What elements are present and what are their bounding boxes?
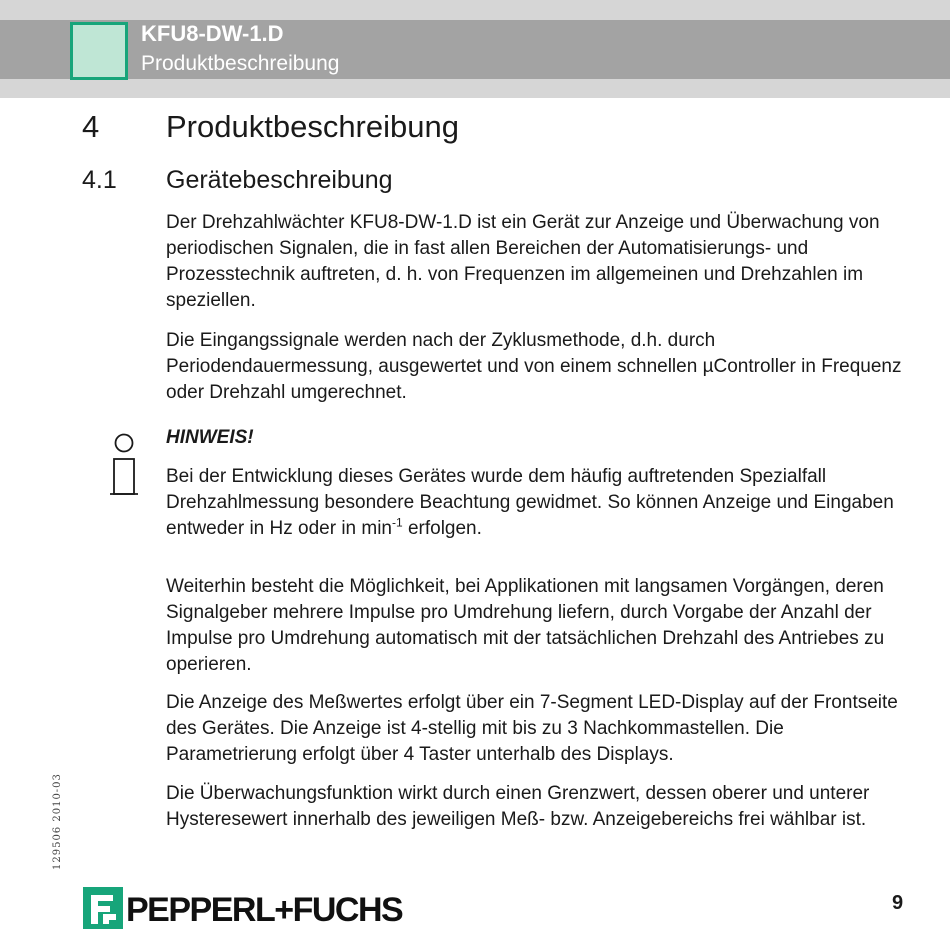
brand-name: PEPPERL+FUCHS bbox=[126, 891, 403, 929]
document-code: 129506 2010-03 bbox=[52, 773, 63, 870]
page-number: 9 bbox=[892, 892, 904, 914]
header-top-strip bbox=[0, 0, 950, 20]
note-label: HINWEIS! bbox=[166, 427, 254, 448]
section-number: 4 bbox=[82, 109, 100, 144]
paragraph-device-description: Der Drehzahlwächter KFU8-DW-1.D ist ein Gerät zur Anzeige und Überwachung von periodischen Signalen, die in fast allen Bereichen der Automatisierungs- und Prozesstechnik auftreten, d. h. von Frequenzen im allgemeinen und Drehzahlen im speziellen. bbox=[166, 212, 880, 311]
note-text-main: Bei der Entwicklung dieses Gerätes wurde dem häufig auftretenden Spezialfall Drehzahlmessung besondere Beachtung gewidmet. So können Anzeige und Eingaben entweder in Hz oder in min bbox=[166, 466, 894, 539]
paragraph-monitoring: Die Überwachungsfunktion wirkt durch einen Grenzwert, dessen oberer und unterer Hysteresewert innerhalb des jeweiligen Meß- bzw. Anzeigebereichs frei wählbar ist. bbox=[166, 783, 870, 830]
header-bottom-strip bbox=[0, 79, 950, 98]
note-text-end: erfolgen. bbox=[402, 518, 482, 539]
subsection-title: Gerätebeschreibung bbox=[166, 166, 393, 194]
pepperl-fuchs-logo-icon bbox=[83, 887, 123, 929]
header-subtitle: Produktbeschreibung bbox=[141, 52, 340, 75]
note-superscript: -1 bbox=[392, 515, 403, 530]
header-title: KFU8-DW-1.D bbox=[141, 21, 284, 46]
subsection-number: 4.1 bbox=[82, 166, 117, 194]
header-color-box bbox=[70, 22, 128, 80]
section-title: Produktbeschreibung bbox=[166, 109, 459, 144]
paragraph-input-signals: Die Eingangssignale werden nach der Zyklusmethode, d.h. durch Periodendauermessung, ausgewertet und von einem schnellen µController in Frequenz oder Drehzahl umgerechnet. bbox=[166, 330, 902, 403]
paragraph-pulses: Weiterhin besteht die Möglichkeit, bei Applikationen mit langsamen Vorgängen, deren Signalgeber mehrere Impulse pro Umdrehung liefern, durch Vorgabe der Anzahl der Impulse pro Umdrehung automatisch mit der tatsächlichen Drehzahl des Antriebes zu operieren. bbox=[166, 576, 885, 675]
paragraph-display: Die Anzeige des Meßwertes erfolgt über ein 7-Segment LED-Display auf der Frontseite des Gerätes. Die Anzeige ist 4-stellig mit bis zu 3 Nachkommastellen. Die Parametrierung erfolgt über 4 Taster unterhalb des Displays. bbox=[166, 692, 898, 765]
info-icon bbox=[108, 432, 140, 498]
note-text bbox=[166, 464, 911, 542]
